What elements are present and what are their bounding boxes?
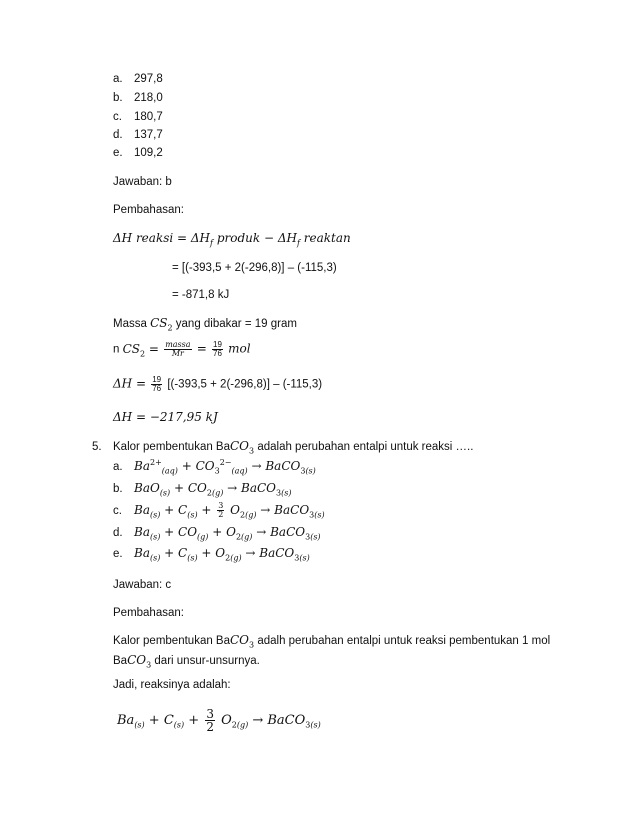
q5-option-a: a. $Ba^{2+}_{(aq)} + CO_3^{2-}_{(aq)}$ → BaCO$_{3(s)}$ xyxy=(113,458,316,476)
calc-line-1: = [(-393,5 + 2(-296,8)] – (-115,3) xyxy=(172,262,337,274)
conclusion-label: Jadi, reaksinya adalah: xyxy=(113,679,231,691)
q5-option-e: e. $Ba_{(s)} + C_{(s)} + O_{2(g)}$ → BaCO$_{3(s)}$ xyxy=(113,546,310,563)
discussion-label: Pembahasan: xyxy=(113,204,184,216)
discussion-label-q5: Pembahasan: xyxy=(113,607,184,619)
explanation-line-1: Kalor pembentukan BaCO$_3$ adalh perubahan entalpi untuk reaksi pembentukan 1 mol xyxy=(113,633,551,650)
option-d: d. 137,7 xyxy=(113,129,163,141)
answer-q5: Jawaban: c xyxy=(113,579,172,591)
option-b: b. 218,0 xyxy=(113,92,163,104)
mol-formula: n $CS_2$ = $\frac{\text{massa}}{Mr}$ = $\frac{19}{76}$ mol xyxy=(113,340,251,358)
explanation-line-2: BaCO$_3$ dari unsur-unsurnya. xyxy=(113,653,260,670)
final-reaction: $Ba_{(s)} + C_{(s)}$ + $\frac{3}{2}$ $O_{2(g)}$ → BaCO$_{3(s)}$ xyxy=(117,707,321,734)
option-c: c. 180,7 xyxy=(113,111,163,123)
dh-result: ΔH = −217,95 kJ xyxy=(113,410,218,424)
question-5: 5. Kalor pembentukan BaCO$_3$ adalah perubahan entalpi untuk reaksi ….. xyxy=(92,439,474,456)
option-e: e. 109,2 xyxy=(113,147,163,159)
option-a: a. 297,8 xyxy=(113,73,163,85)
mass-line: Massa $CS_2$ yang dibakar = 19 gram xyxy=(113,316,297,333)
enthalpy-formula: ΔH reaksi = $\Delta H_f$ produk − $\Delta H_f$ reaktan xyxy=(113,231,351,248)
calc-line-2: = -871,8 kJ xyxy=(172,289,230,301)
dh-calc: ΔH = $\frac{19}{76}$ [(-393,5 + 2(-296,8)] – (-115,3) xyxy=(113,375,323,393)
answer-prev: Jawaban: b xyxy=(113,176,172,188)
q5-option-d: d. $Ba_{(s)} + CO_{(g)} + O_{2(g)}$ → BaCO$_{3(s)}$ xyxy=(113,525,321,542)
q5-option-b: b. $BaO_{(s)} + CO_{2(g)}$ → BaCO$_{3(s)}$ xyxy=(113,481,292,498)
q5-option-c: c. $Ba_{(s)} + C_{(s)}$ + $\frac{3}{2}$ $O_{2(g)}$ → BaCO$_{3(s)}$ xyxy=(113,501,325,520)
